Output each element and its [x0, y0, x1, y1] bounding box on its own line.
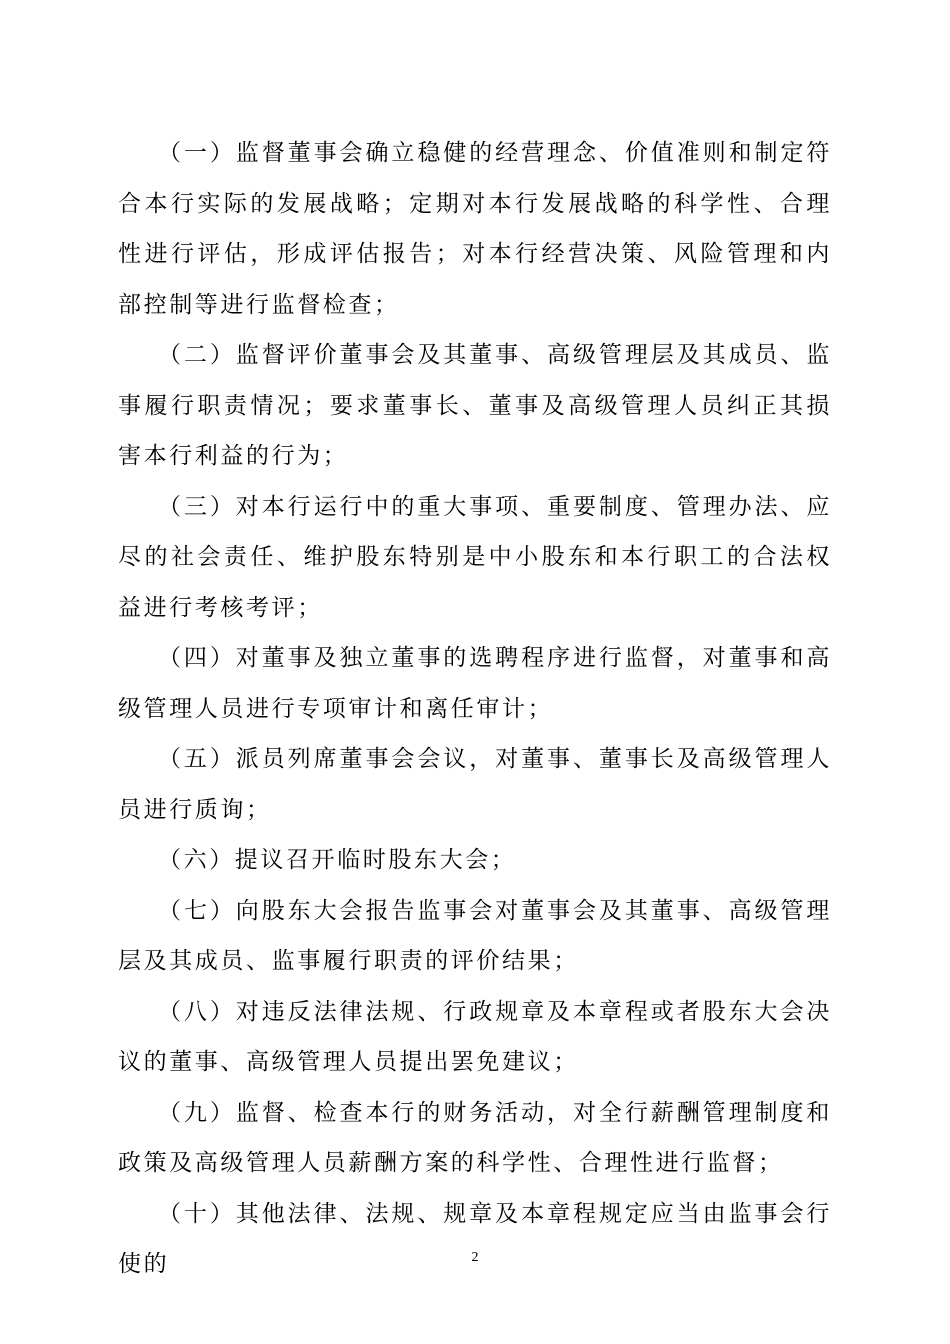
paragraph-item-5: （五）派员列席董事会会议，对董事、董事长及高级管理人员进行质询； [118, 746, 832, 823]
paragraph-item-4: （四）对董事及独立董事的选聘程序进行监督，对董事和高级管理人员进行专项审计和离任审计； [118, 645, 832, 722]
document-body [118, 128, 832, 1290]
paragraph-item-1: （一）监督董事会确立稳健的经营理念、价值准则和制定符合本行实际的发展战略；定期对本行发展战略的科学性、合理性进行评估，形成评估报告；对本行经营决策、风险管理和内部控制等进行监督检查； [118, 140, 832, 318]
paragraph-item-6: （六）提议召开临时股东大会； [158, 847, 517, 873]
paragraph-item-10: （十）其他法律、法规、规章及本章程规定应当由监事会行使的 [118, 1200, 832, 1277]
paragraph-item-7: （七）向股东大会报告监事会对董事会及其董事、高级管理层及其成员、监事履行职责的评价结果； [118, 897, 832, 974]
paragraph-item-2: （二）监督评价董事会及其董事、高级管理层及其成员、监事履行职责情况；要求董事长、董事及高级管理人员纠正其损害本行利益的行为； [118, 342, 832, 469]
paragraph-item-3: （三）对本行运行中的重大事项、重要制度、管理办法、应尽的社会责任、维护股东特别是中小股东和本行职工的合法权益进行考核考评； [118, 493, 832, 621]
paragraph-item-8: （八）对违反法律法规、行政规章及本章程或者股东大会决议的董事、高级管理人员提出罢免建议； [118, 998, 832, 1075]
paragraph-item-9: （九）监督、检查本行的财务活动，对全行薪酬管理制度和政策及高级管理人员薪酬方案的科学性、合理性进行监督； [118, 1099, 832, 1176]
page-number: 2 [471, 1250, 479, 1265]
